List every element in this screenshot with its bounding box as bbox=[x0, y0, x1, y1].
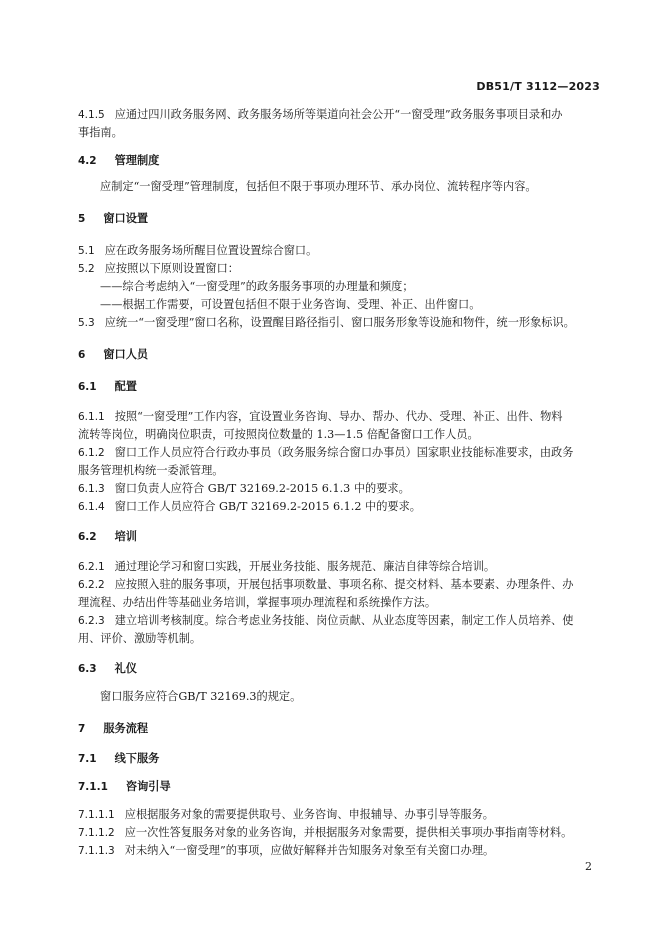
heading-text: 礼仪 bbox=[114, 662, 137, 675]
heading-7-1 bbox=[78, 752, 159, 766]
clause-text-continuation: 理流程、办结出件等基础业务培训，掌握事项办理流程和系统操作方法。 bbox=[78, 596, 437, 609]
clause-text: 应一次性答复服务对象的业务咨询，并根据服务对象需要，提供相关事项办事指南等材料。 bbox=[124, 826, 573, 839]
clause-number: 4.1.5 bbox=[78, 109, 105, 121]
clause-number: 6.1.1 bbox=[78, 411, 105, 423]
clause-6-2-2-cont bbox=[78, 596, 436, 610]
clause-text: 应统一“一窗受理”窗口名称，设置醒目路径指引、窗口服务形象等设施和物件，统一形象标识。 bbox=[104, 316, 575, 329]
clause-6-1-1 bbox=[78, 410, 562, 424]
clause-number: 6.1.2 bbox=[78, 447, 105, 459]
clause-6-2-2 bbox=[78, 578, 573, 592]
heading-text: 配置 bbox=[114, 380, 137, 393]
clause-text: 应按照入驻的服务事项，开展包括事项数量、事项名称、提交材料、基本要素、办理条件、办 bbox=[114, 578, 574, 591]
clause-number: 6.2.3 bbox=[78, 615, 105, 627]
clause-6-1-1-cont bbox=[78, 428, 479, 442]
heading-7 bbox=[78, 722, 148, 736]
clause-text-continuation: 用、评价、激励等机制。 bbox=[78, 632, 202, 645]
clause-text: 按照“一窗受理”工作内容，宜设置业务咨询、导办、帮办、代办、受理、补正、出件、物料 bbox=[114, 410, 563, 423]
clause-7-1-1-2 bbox=[78, 826, 572, 840]
clause-text: 对未纳入“一窗受理”的事项，应做好解释并告知服务对象至有关窗口办理。 bbox=[124, 844, 495, 857]
clause-number: 7.1.1.2 bbox=[78, 827, 115, 839]
clause-5-1 bbox=[78, 244, 317, 258]
clause-6-1-3 bbox=[78, 482, 410, 496]
heading-number: 7.1 bbox=[78, 753, 97, 765]
heading-number: 6 bbox=[78, 349, 86, 361]
standard-code: DB51/T 3112—2023 bbox=[476, 80, 600, 93]
heading-6 bbox=[78, 348, 148, 362]
clause-text-continuation: 服务管理机构统一委派管理。 bbox=[78, 464, 224, 477]
clause-text-continuation: 流转等岗位，明确岗位职责，可按照岗位数量的 1.3—1.5 倍配备窗口工作人员。 bbox=[78, 428, 479, 441]
heading-number: 5 bbox=[78, 213, 86, 225]
heading-4-2 bbox=[78, 154, 159, 168]
clause-number: 6.1.4 bbox=[78, 501, 105, 513]
clause-number: 7.1.1.1 bbox=[78, 809, 115, 821]
heading-7-1-1 bbox=[78, 780, 171, 794]
clause-6-2-3-cont bbox=[78, 632, 201, 646]
clause-6-2-1 bbox=[78, 560, 495, 574]
clause-4-1-5-cont bbox=[78, 126, 123, 140]
paragraph-6-3 bbox=[78, 690, 301, 704]
clause-number: 7.1.1.3 bbox=[78, 845, 115, 857]
heading-text: 线下服务 bbox=[114, 752, 160, 765]
clause-number: 6.1.3 bbox=[78, 483, 105, 495]
heading-text: 咨询引导 bbox=[125, 780, 171, 793]
clause-4-1-5 bbox=[78, 108, 562, 122]
list-item bbox=[78, 298, 480, 312]
heading-text: 服务流程 bbox=[103, 722, 149, 735]
clause-text-continuation: 事指南。 bbox=[78, 126, 123, 139]
list-item bbox=[78, 280, 414, 294]
heading-6-2 bbox=[78, 530, 137, 544]
clause-text: 窗口工作人员应符合行政办事员（政务服务综合窗口办事员）国家职业技能标准要求，由政务 bbox=[114, 446, 574, 459]
heading-number: 6.2 bbox=[78, 531, 97, 543]
heading-text: 窗口设置 bbox=[103, 212, 149, 225]
clause-text: 应根据服务对象的需要提供取号、业务咨询、申报辅导、办事引导等服务。 bbox=[124, 808, 494, 821]
list-item-text: ——根据工作需要，可设置包括但不限于业务咨询、受理、补正、出件窗口。 bbox=[100, 298, 481, 311]
paragraph-text: 窗口服务应符合GB/T 32169.3的规定。 bbox=[100, 690, 302, 703]
heading-text: 管理制度 bbox=[114, 154, 160, 167]
clause-number: 6.2.1 bbox=[78, 561, 105, 573]
heading-text: 窗口人员 bbox=[103, 348, 149, 361]
clause-5-3 bbox=[78, 316, 575, 330]
clause-text: 窗口工作人员应符合 GB/T 32169.2-2015 6.1.2 中的要求。 bbox=[114, 500, 421, 513]
clause-text: 应通过四川政务服务网、政务服务场所等渠道向社会公开“一窗受理”政务服务事项目录和办 bbox=[114, 108, 563, 121]
clause-text: 建立培训考核制度。综合考虑业务技能、岗位贡献、从业态度等因素，制定工作人员培养、使 bbox=[114, 614, 574, 627]
clause-number: 5.3 bbox=[78, 317, 95, 329]
clause-number: 5.2 bbox=[78, 263, 95, 275]
clause-number: 6.2.2 bbox=[78, 579, 105, 591]
heading-5 bbox=[78, 212, 148, 226]
heading-number: 7 bbox=[78, 723, 86, 735]
clause-6-1-2-cont bbox=[78, 464, 223, 478]
heading-number: 6.3 bbox=[78, 663, 97, 675]
clause-6-2-3 bbox=[78, 614, 573, 628]
paragraph-text: 应制定“一窗受理”管理制度，包括但不限于事项办理环节、承办岗位、流转程序等内容。 bbox=[100, 180, 537, 193]
clause-text: 应按照以下原则设置窗口： bbox=[104, 262, 239, 275]
heading-6-1 bbox=[78, 380, 137, 394]
heading-number: 7.1.1 bbox=[78, 781, 108, 793]
clause-text: 通过理论学习和窗口实践，开展业务技能、服务规范、廉洁自律等综合培训。 bbox=[114, 560, 496, 573]
heading-text: 培训 bbox=[114, 530, 137, 543]
clause-7-1-1-1 bbox=[78, 808, 494, 822]
paragraph-4-2 bbox=[78, 180, 537, 194]
clause-text: 应在政务服务场所醒目位置设置综合窗口。 bbox=[104, 244, 318, 257]
clause-text: 窗口负责人应符合 GB/T 32169.2-2015 6.1.3 中的要求。 bbox=[114, 482, 410, 495]
clause-6-1-2 bbox=[78, 446, 573, 460]
clause-6-1-4 bbox=[78, 500, 421, 514]
heading-number: 6.1 bbox=[78, 381, 97, 393]
heading-6-3 bbox=[78, 662, 137, 676]
clause-5-2 bbox=[78, 262, 239, 276]
clause-7-1-1-3 bbox=[78, 844, 494, 858]
list-item-text: ——综合考虑纳入“一窗受理”的政务服务事项的办理量和频度； bbox=[100, 280, 414, 293]
page-number: 2 bbox=[585, 860, 592, 873]
clause-number: 5.1 bbox=[78, 245, 95, 257]
heading-number: 4.2 bbox=[78, 155, 97, 167]
